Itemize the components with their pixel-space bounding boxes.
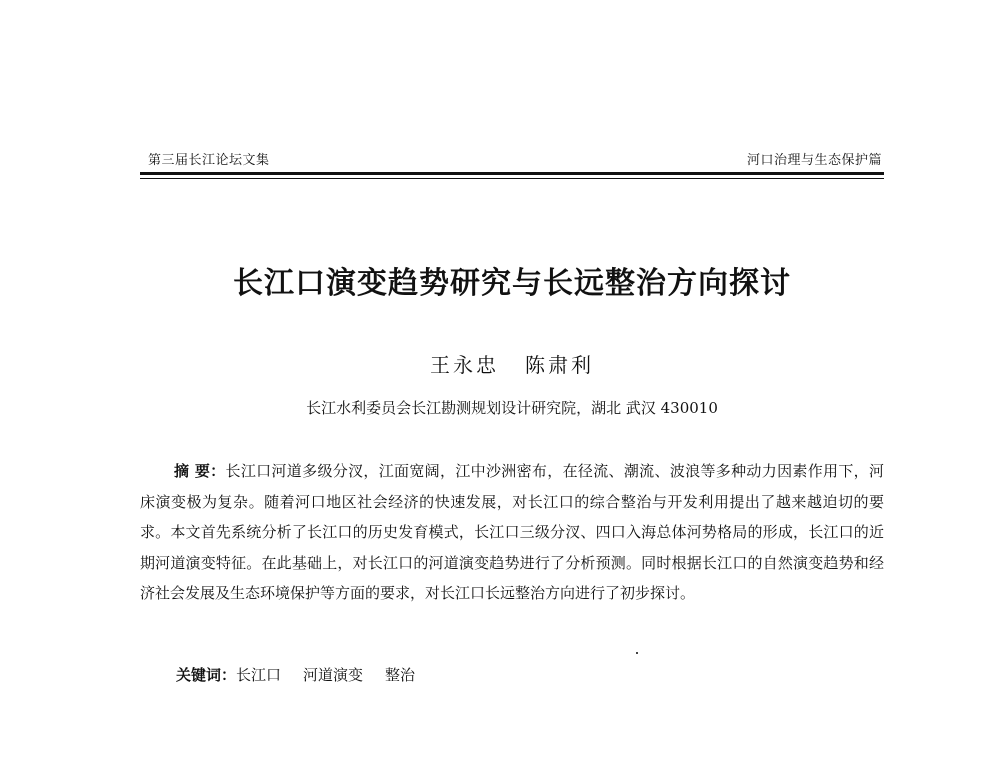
header-section-title: 河口治理与生态保护篇 bbox=[746, 153, 882, 168]
scan-speck bbox=[636, 652, 638, 654]
running-header bbox=[140, 149, 882, 171]
keyword: 长江口 bbox=[236, 666, 282, 684]
header-rule-thick bbox=[140, 172, 884, 175]
author-name: 王永忠 bbox=[430, 353, 499, 377]
header-book-title: 第三届长江论坛文集 bbox=[148, 153, 270, 168]
abstract-label: 摘 要： bbox=[174, 462, 226, 480]
author-name: 陈肃利 bbox=[525, 353, 594, 377]
header-rule-thin bbox=[140, 178, 884, 179]
author-list bbox=[140, 349, 884, 378]
keyword: 河道演变 bbox=[303, 666, 364, 684]
keywords bbox=[176, 664, 415, 685]
abstract bbox=[140, 456, 884, 609]
abstract-text: 长江口河道多级分汊，江面宽阔，江中沙洲密布，在径流、潮流、波浪等多种动力因素作用下，河床演变极为复杂。随着河口地区社会经济的快速发展，对长江口的综合整治与开发利用提出了越来越迫切的要求。本文首先系统分析了长江口的历史发育模式，长江口三级分汊、四口入海总体河势格局的形成，长江口的近期河道演变特征。在此基础上，对长江口的河道演变趋势进行了分析预测。同时根据长江口的自然演变趋势和经济社会发展及生态环境保护等方面的要求，对长江口长远整治方向进行了初步探讨。 bbox=[140, 462, 884, 602]
paper-title: 长江口演变趋势研究与长远整治方向探讨 bbox=[233, 266, 791, 301]
author-affiliation: 长江水利委员会长江勘测规划设计研究院，湖北 武汉 430010 bbox=[306, 399, 718, 417]
keywords-label: 关键词： bbox=[176, 666, 237, 684]
keyword: 整治 bbox=[385, 666, 416, 684]
